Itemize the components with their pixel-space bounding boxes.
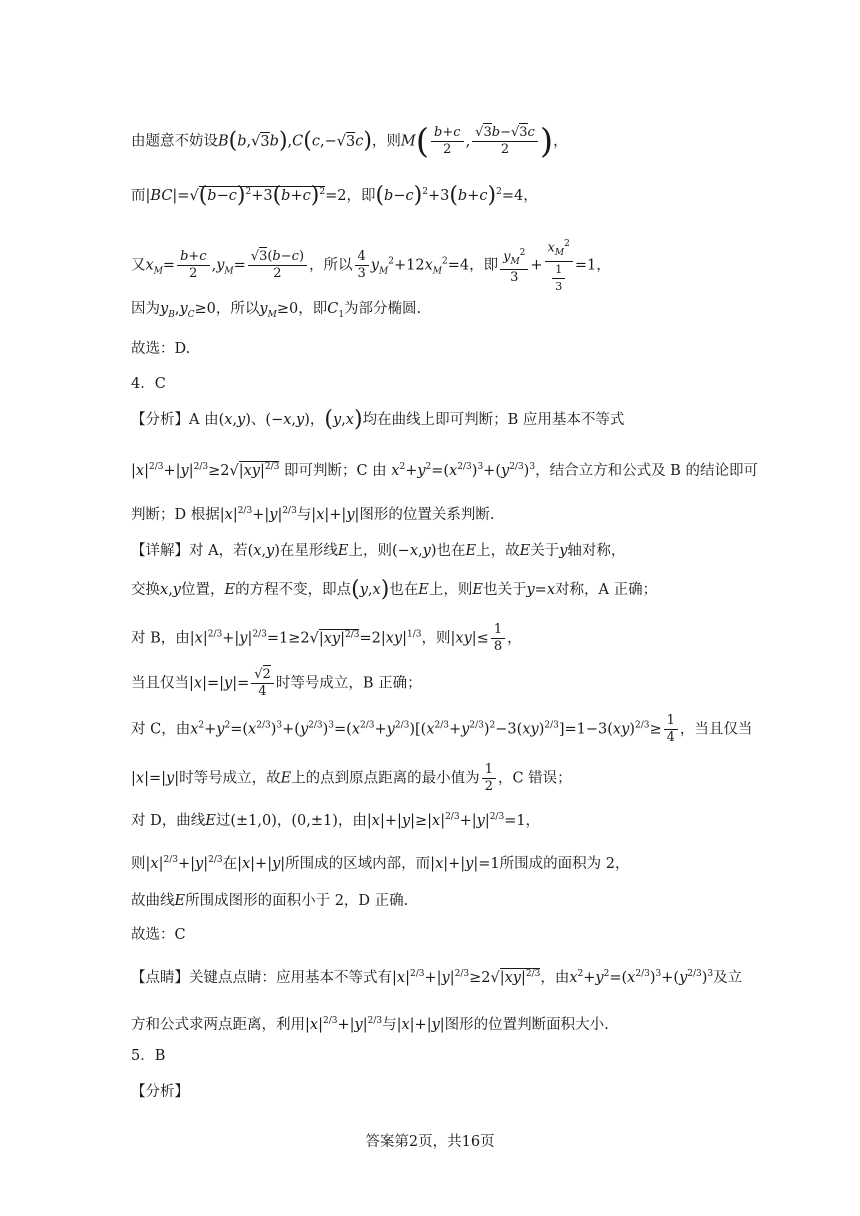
text-line-13: 当且仅当|x|=|y|= $\frac{√2}{4}$ 时等号成立，B 正确； — [131, 667, 422, 699]
text-line-17: 则$|x|^{2/3}+|y|^{2/3}$在|x|+|y|所围成的区域内部，而|x|+|y|=1所围成的面积为 2， — [131, 855, 630, 872]
text-line-23: 【分析】 — [131, 1084, 189, 1100]
text-line-18: 故曲线E所围成图形的面积小于 2，D 正确. — [131, 893, 409, 909]
text-line-9: 判断；D 根据$|x|^{2/3}+|y|^{2/3}$与|x|+|y|图形的位置关系判断. — [131, 506, 495, 523]
text-line-21: 方和公式求两点距离，利用$|x|^{2/3}+|y|^{2/3}$与|x|+|y|图形的位置判断面积大小. — [131, 1016, 609, 1033]
text-line-5: 故选：D. — [131, 341, 191, 357]
text-line-22: 5．B — [131, 1048, 166, 1064]
text-line-11: 交换x,y位置，E的方程不变，即点(y,x)也在E上，则E也关于y=x对称，A 正确； — [131, 577, 658, 602]
text-line-14: 对 C，由$x^2+y^2=(x^{2/3})^3+(y^{2/3})^3=(x^{2/3}+y^{2/3})[(x^{2/3}+y^{2/3})^2-3(xy)^{2/3}]=1-3(xy)^{2/3}\ge$ $\frac{1}{4}$ ，当且仅当 — [131, 713, 753, 745]
text-line-2: 而$|BC|=√(b-c)^2+3(b+c)^2=2$，即$(b-c)^2+3(b+c)^2=4$， — [131, 182, 538, 208]
text-line-12: 对 B，由$|x|^{2/3}+|y|^{2/3}=1\ge 2√|xy|^{2/3}=2|xy|^{1/3}$，则|xy|≤ $\frac{1}{8}$ ， — [131, 622, 522, 654]
text-line-4: 因为$y_B,y_C\ge 0$，所以$y_M\ge 0$，即$C_1$为部分椭圆. — [131, 301, 422, 320]
text-line-20: 【点睛】关键点点睛：应用基本不等式有$|x|^{2/3}+|y|^{2/3}\ge 2√|xy|^{2/3}$，由$x^2+y^2=(x^{2/3})^3+(y^{2/3})^3$及立 — [131, 969, 743, 986]
text-line-6: 4．C — [131, 376, 166, 392]
text-line-10: 【详解】对 A，若(x,y)在星形线E上，则(−x,y)也在E上，故E关于y轴对称， — [131, 543, 626, 559]
text-line-7: 【分析】A 由(x,y)、(−x,y)，(y,x)均在曲线上即可判断；B 应用基本不等式 — [131, 407, 625, 432]
text-line-15: |x|=|y|时等号成立，故E上的点到原点距离的最小值为 $\frac{1}{2}$ ，C 错误； — [131, 762, 572, 794]
text-line-8: $|x|^{2/3}+|y|^{2/3}\ge 2√|xy|^{2/3}$ 即可判断；C 由 $x^2+y^2=(x^{2/3})^3+(y^{2/3})^3$，结合立方和公式及 B 的结论即可 — [131, 462, 758, 479]
text-line-1: 由题意不妨设B(b,√3b),C(c,−√3c)，则M( $\frac{b+c}{2}$ , $\frac{√3b-√3c}{2}$ )， — [131, 121, 568, 162]
page-footer: 答案第2页，共16页 — [365, 1134, 495, 1150]
text-line-19: 故选：C — [131, 927, 186, 943]
text-line-16: 对 D，曲线E过(±1,0)，(0,±1)，由$|x|+|y|\ge|x|^{2/3}+|y|^{2/3}=1$， — [131, 812, 541, 829]
text-line-3: 又$x_M=$ $\frac{b+c}{2}$ $,y_M=$ $\frac{√3(b-c)}{2}$ ，所以 $\frac{4}{3}$ $y_M^2+12x_M^2=4$，即 $\frac{y_M^2}{3}$ + $\frac{x_M^2}{\frac{1}{3}}$ =1， — [131, 236, 820, 295]
